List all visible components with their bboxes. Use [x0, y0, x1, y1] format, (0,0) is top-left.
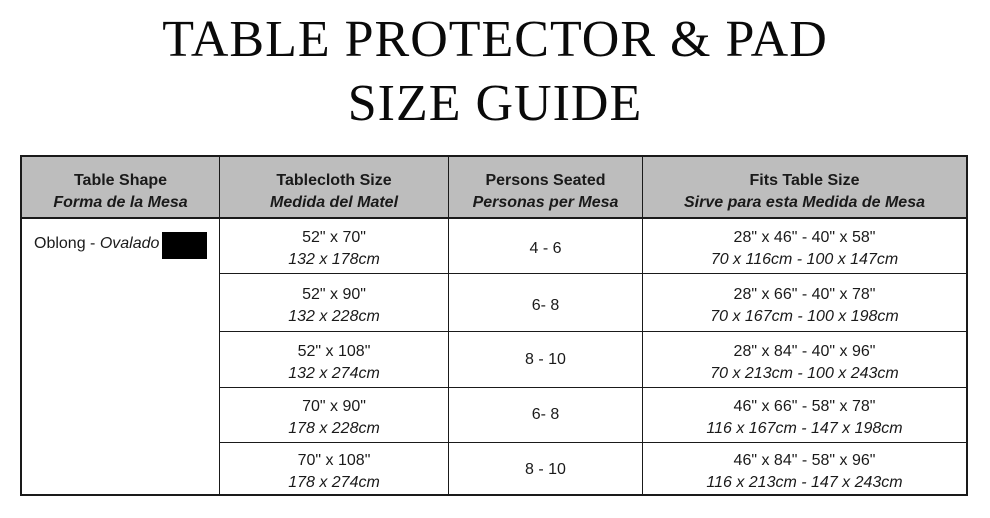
persons-seated-cell: 8 - 10 — [525, 461, 566, 478]
page-subtitle: SIZE GUIDE — [347, 75, 643, 132]
header-persons-seated: Persons Seated Personas per Mesa — [472, 172, 619, 211]
header-fits-table-size: Fits Table Size Sirve para esta Medida de Mesa — [684, 172, 925, 211]
tablecloth-size-cell: 52" x 70" 132 x 178cm — [288, 229, 380, 268]
fits-table-size-cell: 28" x 84" - 40" x 96" 70 x 213cm - 100 x 243cm — [710, 343, 899, 382]
size-guide-table — [20, 155, 968, 496]
header-table-shape: Table Shape Forma de la Mesa — [53, 172, 188, 211]
table-shape-label: Oblong - Ovalado — [34, 235, 160, 252]
tablecloth-size-cell: 52" x 90" 132 x 228cm — [288, 286, 380, 325]
tablecloth-size-cell: 70" x 108" 178 x 274cm — [288, 452, 380, 491]
persons-seated-cell: 8 - 10 — [525, 351, 566, 368]
tablecloth-size-cell: 70" x 90" 178 x 228cm — [288, 398, 380, 437]
row-divider — [219, 273, 966, 274]
fits-table-size-cell: 46" x 66" - 58" x 78" 116 x 167cm - 147 x 198cm — [706, 398, 903, 437]
persons-seated-cell: 6- 8 — [531, 406, 560, 423]
fits-table-size-cell: 28" x 66" - 40" x 78" 70 x 167cm - 100 x 198cm — [710, 286, 899, 325]
persons-seated-cell: 4 - 6 — [529, 240, 562, 257]
header-tablecloth-size: Tablecloth Size Medida del Matel — [269, 172, 399, 211]
row-divider — [219, 387, 966, 388]
row-divider — [219, 442, 966, 443]
row-divider — [219, 331, 966, 332]
fits-table-size-cell: 28" x 46" - 40" x 58" 70 x 116cm - 100 x 147cm — [710, 229, 899, 268]
fits-table-size-cell: 46" x 84" - 58" x 96" 116 x 213cm - 147 x 243cm — [706, 452, 903, 491]
persons-seated-cell: 6- 8 — [531, 297, 560, 314]
tablecloth-size-cell: 52" x 108" 132 x 274cm — [288, 343, 380, 382]
page-title: TABLE PROTECTOR & PAD — [162, 11, 828, 68]
oblong-shape-swatch — [162, 232, 207, 259]
